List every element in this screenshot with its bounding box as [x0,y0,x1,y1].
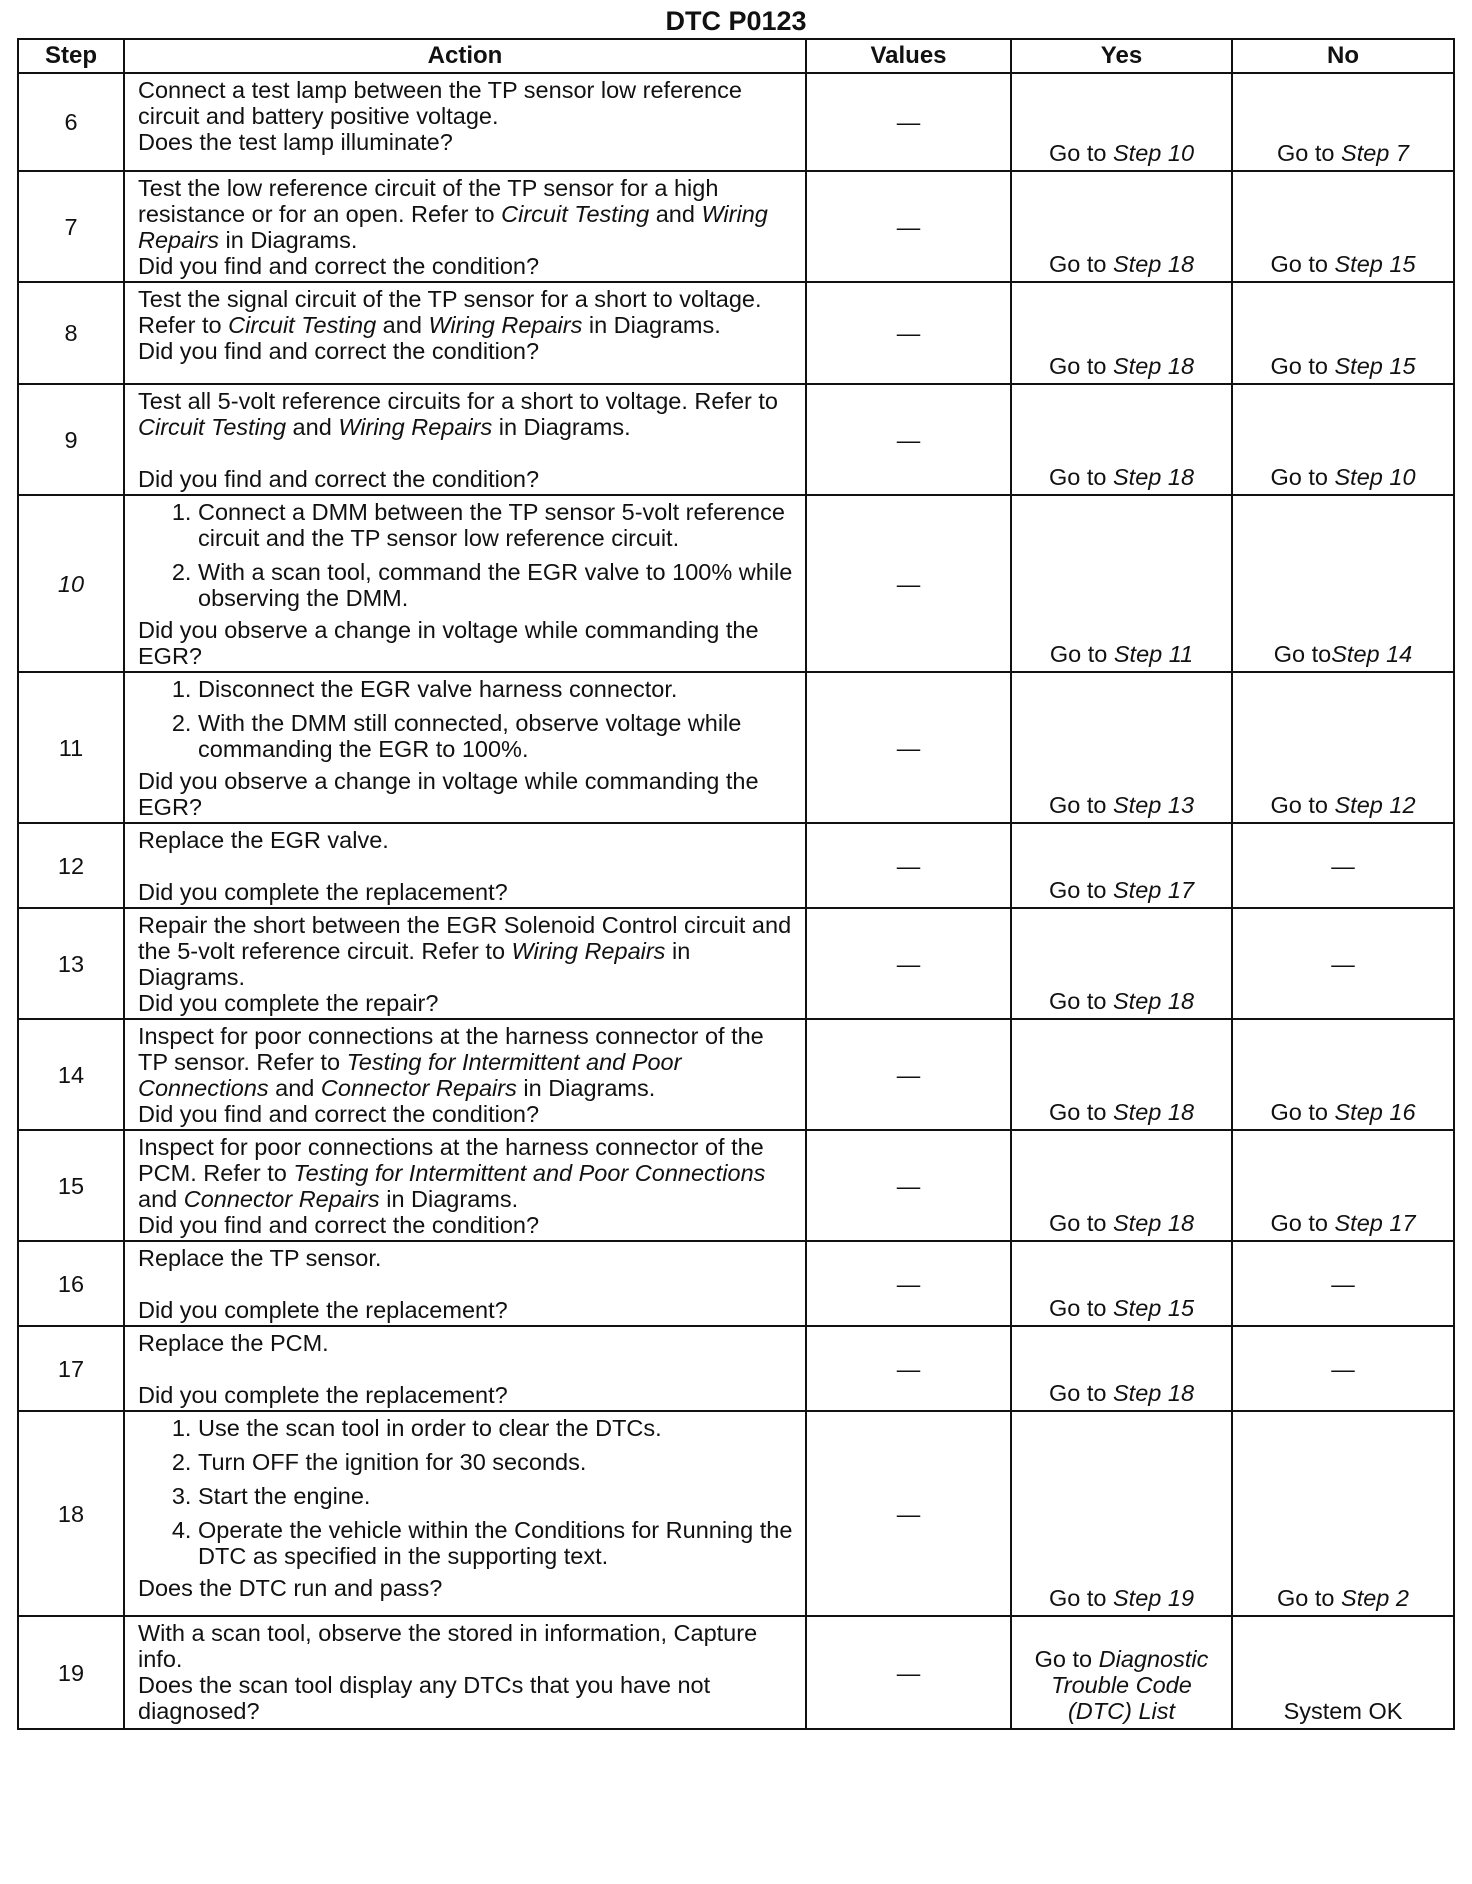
text-run: Go to [1270,251,1335,277]
text-run: Inspect for poor connections at the harness connector of the PCM. Refer to [138,1134,764,1186]
action-cell [124,823,806,908]
table-row [18,73,1454,171]
yes-cell [1011,1130,1232,1241]
table-row [18,171,1454,282]
text-run: Did you find and correct the condition? [138,253,540,279]
text-run: Did you complete the replacement? [138,1382,508,1408]
action-cell [124,1616,806,1729]
step-number: 7 [18,171,124,282]
text-run: in Diagrams. [582,312,721,338]
text-run: Inspect for poor connections at the harness connector of the TP sensor. Refer to [138,1023,764,1075]
text-run: Replace the TP sensor. [138,1245,382,1271]
text-run: Did you observe a change in voltage while commanding the EGR? [138,768,759,820]
list-item [198,1449,797,1475]
values-cell: — [806,1130,1011,1241]
italic-ref: Wiring Repairs [428,312,583,338]
text-run: Go to [1270,1099,1335,1125]
italic-ref: Step 14 [1331,641,1413,667]
text-run: and [649,201,702,227]
yes-cell [1011,282,1232,384]
text-run: Turn OFF the ignition for 30 seconds. [198,1449,587,1475]
action-cell [124,1411,806,1616]
italic-ref: Step 17 [1113,877,1195,903]
text-run: Does the DTC run and pass? [138,1575,443,1601]
text-run: Does the scan tool display any DTCs that you have not diagnosed? [138,1672,711,1724]
no-cell [1232,908,1454,1019]
spacer [138,1271,797,1297]
text-run: With a scan tool, observe the stored in information, Capture info. [138,1620,758,1672]
action-paragraph [138,338,797,364]
text-run: Test all 5-volt reference circuits for a short to voltage. Refer to [138,388,778,414]
values-cell: — [806,171,1011,282]
italic-ref: Step 15 [1113,1295,1195,1321]
table-row [18,1241,1454,1326]
italic-ref: Connector Repairs [183,1186,380,1212]
text-run: Go to [1273,641,1332,667]
no-cell [1232,1326,1454,1411]
text-run: Go to [1048,877,1113,903]
yes-cell [1011,1411,1232,1616]
action-paragraph [138,1134,797,1212]
action-paragraph [138,253,797,279]
text-run: With the DMM still connected, observe voltage while commanding the EGR to 100%. [198,710,742,762]
italic-ref: Step 18 [1113,353,1195,379]
text-run: and [138,1186,184,1212]
no-cell [1232,282,1454,384]
yes-cell [1011,823,1232,908]
text-run: Repair the short between the EGR Solenoid Control circuit and the 5-volt reference circuit. Refer to [138,912,792,964]
list-item [198,1483,797,1509]
italic-ref: Step 11 [1113,641,1194,667]
action-paragraph [138,1297,797,1323]
text-run: Go to [1270,1210,1335,1236]
no-cell [1232,1019,1454,1130]
step-number: 13 [18,908,124,1019]
italic-ref: Wiring Repairs [138,201,768,253]
text-run: Did you find and correct the condition? [138,1212,540,1238]
text-run: Go to [1048,988,1113,1014]
values-cell: — [806,823,1011,908]
text-run: Connect a DMM between the TP sensor 5-volt reference circuit and the TP sensor low reference circuit. [198,499,785,551]
action-paragraph [138,1620,797,1672]
step-number: 10 [18,495,124,672]
action-paragraph [138,1212,797,1238]
header-no: No [1232,39,1454,73]
italic-ref: Step 18 [1113,1099,1195,1125]
spacer [138,1356,797,1382]
text-run: Disconnect the EGR valve harness connector. [198,676,678,702]
text-run: in Diagrams. [138,938,691,990]
no-cell [1232,1130,1454,1241]
action-cell [124,1130,806,1241]
step-number: 8 [18,282,124,384]
italic-ref: Step 18 [1113,1210,1195,1236]
table-row [18,282,1454,384]
step-number: 6 [18,73,124,171]
yes-cell [1011,1616,1232,1729]
italic-ref: Connector Repairs [320,1075,517,1101]
action-paragraph [138,1575,797,1601]
yes-cell [1011,1019,1232,1130]
text-run: Go to [1270,353,1335,379]
values-cell: — [806,1411,1011,1616]
text-run: Start the engine. [198,1483,371,1509]
text-run: in Diagrams. [379,1186,519,1212]
italic-ref: Diagnostic Trouble Code (DTC) List [1051,1646,1209,1724]
list-item [198,499,797,551]
text-run: Go to [1048,140,1113,166]
text-run: and [286,414,339,440]
text-run: Go to [1049,641,1114,667]
italic-ref: Circuit Testing [501,201,650,227]
yes-cell [1011,495,1232,672]
text-run: Did you complete the replacement? [138,879,508,905]
text-run: — [1331,1270,1355,1297]
text-run: — [1331,1355,1355,1382]
header-action: Action [124,39,806,73]
action-cell [124,1241,806,1326]
step-number: 19 [18,1616,124,1729]
text-run: Go to [1048,1099,1113,1125]
action-list [138,676,797,762]
values-cell: — [806,73,1011,171]
action-cell [124,1326,806,1411]
yes-cell [1011,1326,1232,1411]
step-number: 11 [18,672,124,823]
text-run: Go to [1048,1585,1113,1611]
action-cell [124,171,806,282]
text-run: Go to [1048,1210,1113,1236]
table-row [18,1326,1454,1411]
italic-ref: Wiring Repairs [511,938,666,964]
text-run: Go to [1034,1646,1099,1672]
text-run: Replace the PCM. [138,1330,329,1356]
action-paragraph [138,388,797,440]
values-cell: — [806,1019,1011,1130]
italic-ref: Step 19 [1113,1585,1195,1611]
table-body [18,73,1454,1729]
text-run: Go to [1048,1380,1113,1406]
text-run: Test the low reference circuit of the TP sensor for a high resistance or for an open. Refer to [138,175,719,227]
text-run: Did you find and correct the condition? [138,338,540,364]
action-paragraph [138,466,797,492]
italic-ref: Step 15 [1334,353,1416,379]
step-number: 12 [18,823,124,908]
table-row [18,1616,1454,1729]
text-run: With a scan tool, command the EGR valve to 100% while observing the DMM. [198,559,793,611]
action-paragraph [138,827,797,853]
values-cell: — [806,908,1011,1019]
text-run: — [1331,950,1355,977]
italic-ref: Step 15 [1334,251,1416,277]
action-paragraph [138,286,797,338]
action-paragraph [138,912,797,990]
no-cell [1232,495,1454,672]
table-row [18,495,1454,672]
text-run: Did you complete the repair? [138,990,439,1016]
action-paragraph [138,990,797,1016]
table-row [18,672,1454,823]
table-row [18,1019,1454,1130]
text-run: in Diagrams. [516,1075,656,1101]
italic-ref: Wiring Repairs [338,414,493,440]
italic-ref: Step 13 [1113,792,1195,818]
text-run: in Diagrams. [492,414,631,440]
text-run: Go to [1277,140,1342,166]
values-cell: — [806,1616,1011,1729]
text-run: Does the test lamp illuminate? [138,129,453,155]
no-cell [1232,171,1454,282]
italic-ref: Step 10 [1334,464,1416,490]
values-cell: — [806,495,1011,672]
no-cell [1232,1241,1454,1326]
action-cell [124,495,806,672]
text-run: Go to [1048,1295,1113,1321]
action-paragraph [138,1101,797,1127]
action-paragraph [138,129,797,155]
values-cell: — [806,1326,1011,1411]
header-step: Step [18,39,124,73]
list-item [198,710,797,762]
italic-ref: Testing for Intermittent and Poor Connections [293,1160,766,1186]
action-paragraph [138,175,797,253]
step-number: 9 [18,384,124,495]
action-cell [124,282,806,384]
italic-ref: Circuit Testing [228,312,377,338]
step-number: 17 [18,1326,124,1411]
action-paragraph [138,1245,797,1271]
no-cell [1232,1616,1454,1729]
table-row [18,1411,1454,1616]
action-paragraph [138,1382,797,1408]
action-paragraph [138,77,797,129]
values-cell: — [806,1241,1011,1326]
action-cell [124,908,806,1019]
yes-cell [1011,1241,1232,1326]
text-run: and [376,312,429,338]
no-cell [1232,1411,1454,1616]
step-number: 16 [18,1241,124,1326]
step-number: 15 [18,1130,124,1241]
italic-ref: Step 7 [1341,140,1409,166]
text-run: and [268,1075,321,1101]
italic-ref: Step 18 [1113,251,1195,277]
header-yes: Yes [1011,39,1232,73]
text-run: Use the scan tool in order to clear the DTCs. [198,1415,662,1441]
action-paragraph [138,768,797,820]
text-run: Go to [1048,792,1113,818]
action-paragraph [138,1330,797,1356]
no-cell [1232,73,1454,171]
no-cell [1232,384,1454,495]
action-list [138,1415,797,1569]
action-cell [124,384,806,495]
values-cell: — [806,282,1011,384]
values-cell: — [806,672,1011,823]
text-run: Connect a test lamp between the TP sensor low reference circuit and battery positive voltage. [138,77,742,129]
text-run: Go to [1270,464,1335,490]
spacer [138,853,797,879]
text-run: Test the signal circuit of the TP sensor for a short to voltage. Refer to [138,286,762,338]
yes-cell [1011,73,1232,171]
text-run: Go to [1048,464,1113,490]
text-run: Replace the EGR valve. [138,827,389,853]
list-item [198,676,797,702]
table-row [18,1130,1454,1241]
text-run: Go to [1048,251,1113,277]
header-values: Values [806,39,1011,73]
table-row [18,384,1454,495]
list-item [198,559,797,611]
text-run: Did you observe a change in voltage while commanding the EGR? [138,617,759,669]
text-run: Go to [1270,792,1335,818]
action-cell [124,1019,806,1130]
italic-ref: Step 18 [1113,464,1195,490]
yes-cell [1011,908,1232,1019]
italic-ref: Step 17 [1334,1210,1416,1236]
italic-ref: Step 12 [1334,792,1416,818]
italic-ref: Step 2 [1341,1585,1409,1611]
text-run: Go to [1277,1585,1342,1611]
yes-cell [1011,171,1232,282]
table-row [18,908,1454,1019]
spacer [138,440,797,466]
header-row [18,39,1454,73]
action-paragraph [138,879,797,905]
diagnostic-table [17,38,1455,1730]
italic-ref: Circuit Testing [138,414,287,440]
no-cell [1232,672,1454,823]
action-cell [124,672,806,823]
action-paragraph [138,1023,797,1101]
action-paragraph [138,617,797,669]
no-cell [1232,823,1454,908]
text-run: in Diagrams. [218,227,358,253]
action-cell [124,73,806,171]
action-list [138,499,797,611]
text-run: Did you find and correct the condition? [138,1101,540,1127]
text-run: Operate the vehicle within the Conditions for Running the DTC as specified in the supporting text. [198,1517,793,1569]
step-number: 14 [18,1019,124,1130]
italic-ref: Step 10 [1113,140,1195,166]
values-cell: — [806,384,1011,495]
text-run: Did you find and correct the condition? [138,466,540,492]
yes-cell [1011,672,1232,823]
text-run: Did you complete the replacement? [138,1297,508,1323]
italic-ref: Step 16 [1334,1099,1416,1125]
table-row [18,823,1454,908]
list-item [198,1415,797,1441]
step-number: 18 [18,1411,124,1616]
italic-ref: Step 18 [1113,1380,1195,1406]
italic-ref: Step 18 [1113,988,1195,1014]
text-run: — [1331,852,1355,879]
text-run: Go to [1048,353,1113,379]
text-run: System OK [1283,1698,1403,1724]
list-item [198,1517,797,1569]
italic-ref: Testing for Intermittent and Poor Connections [138,1049,682,1101]
document-title: DTC P0123 [665,6,807,36]
action-paragraph [138,1672,797,1724]
yes-cell [1011,384,1232,495]
